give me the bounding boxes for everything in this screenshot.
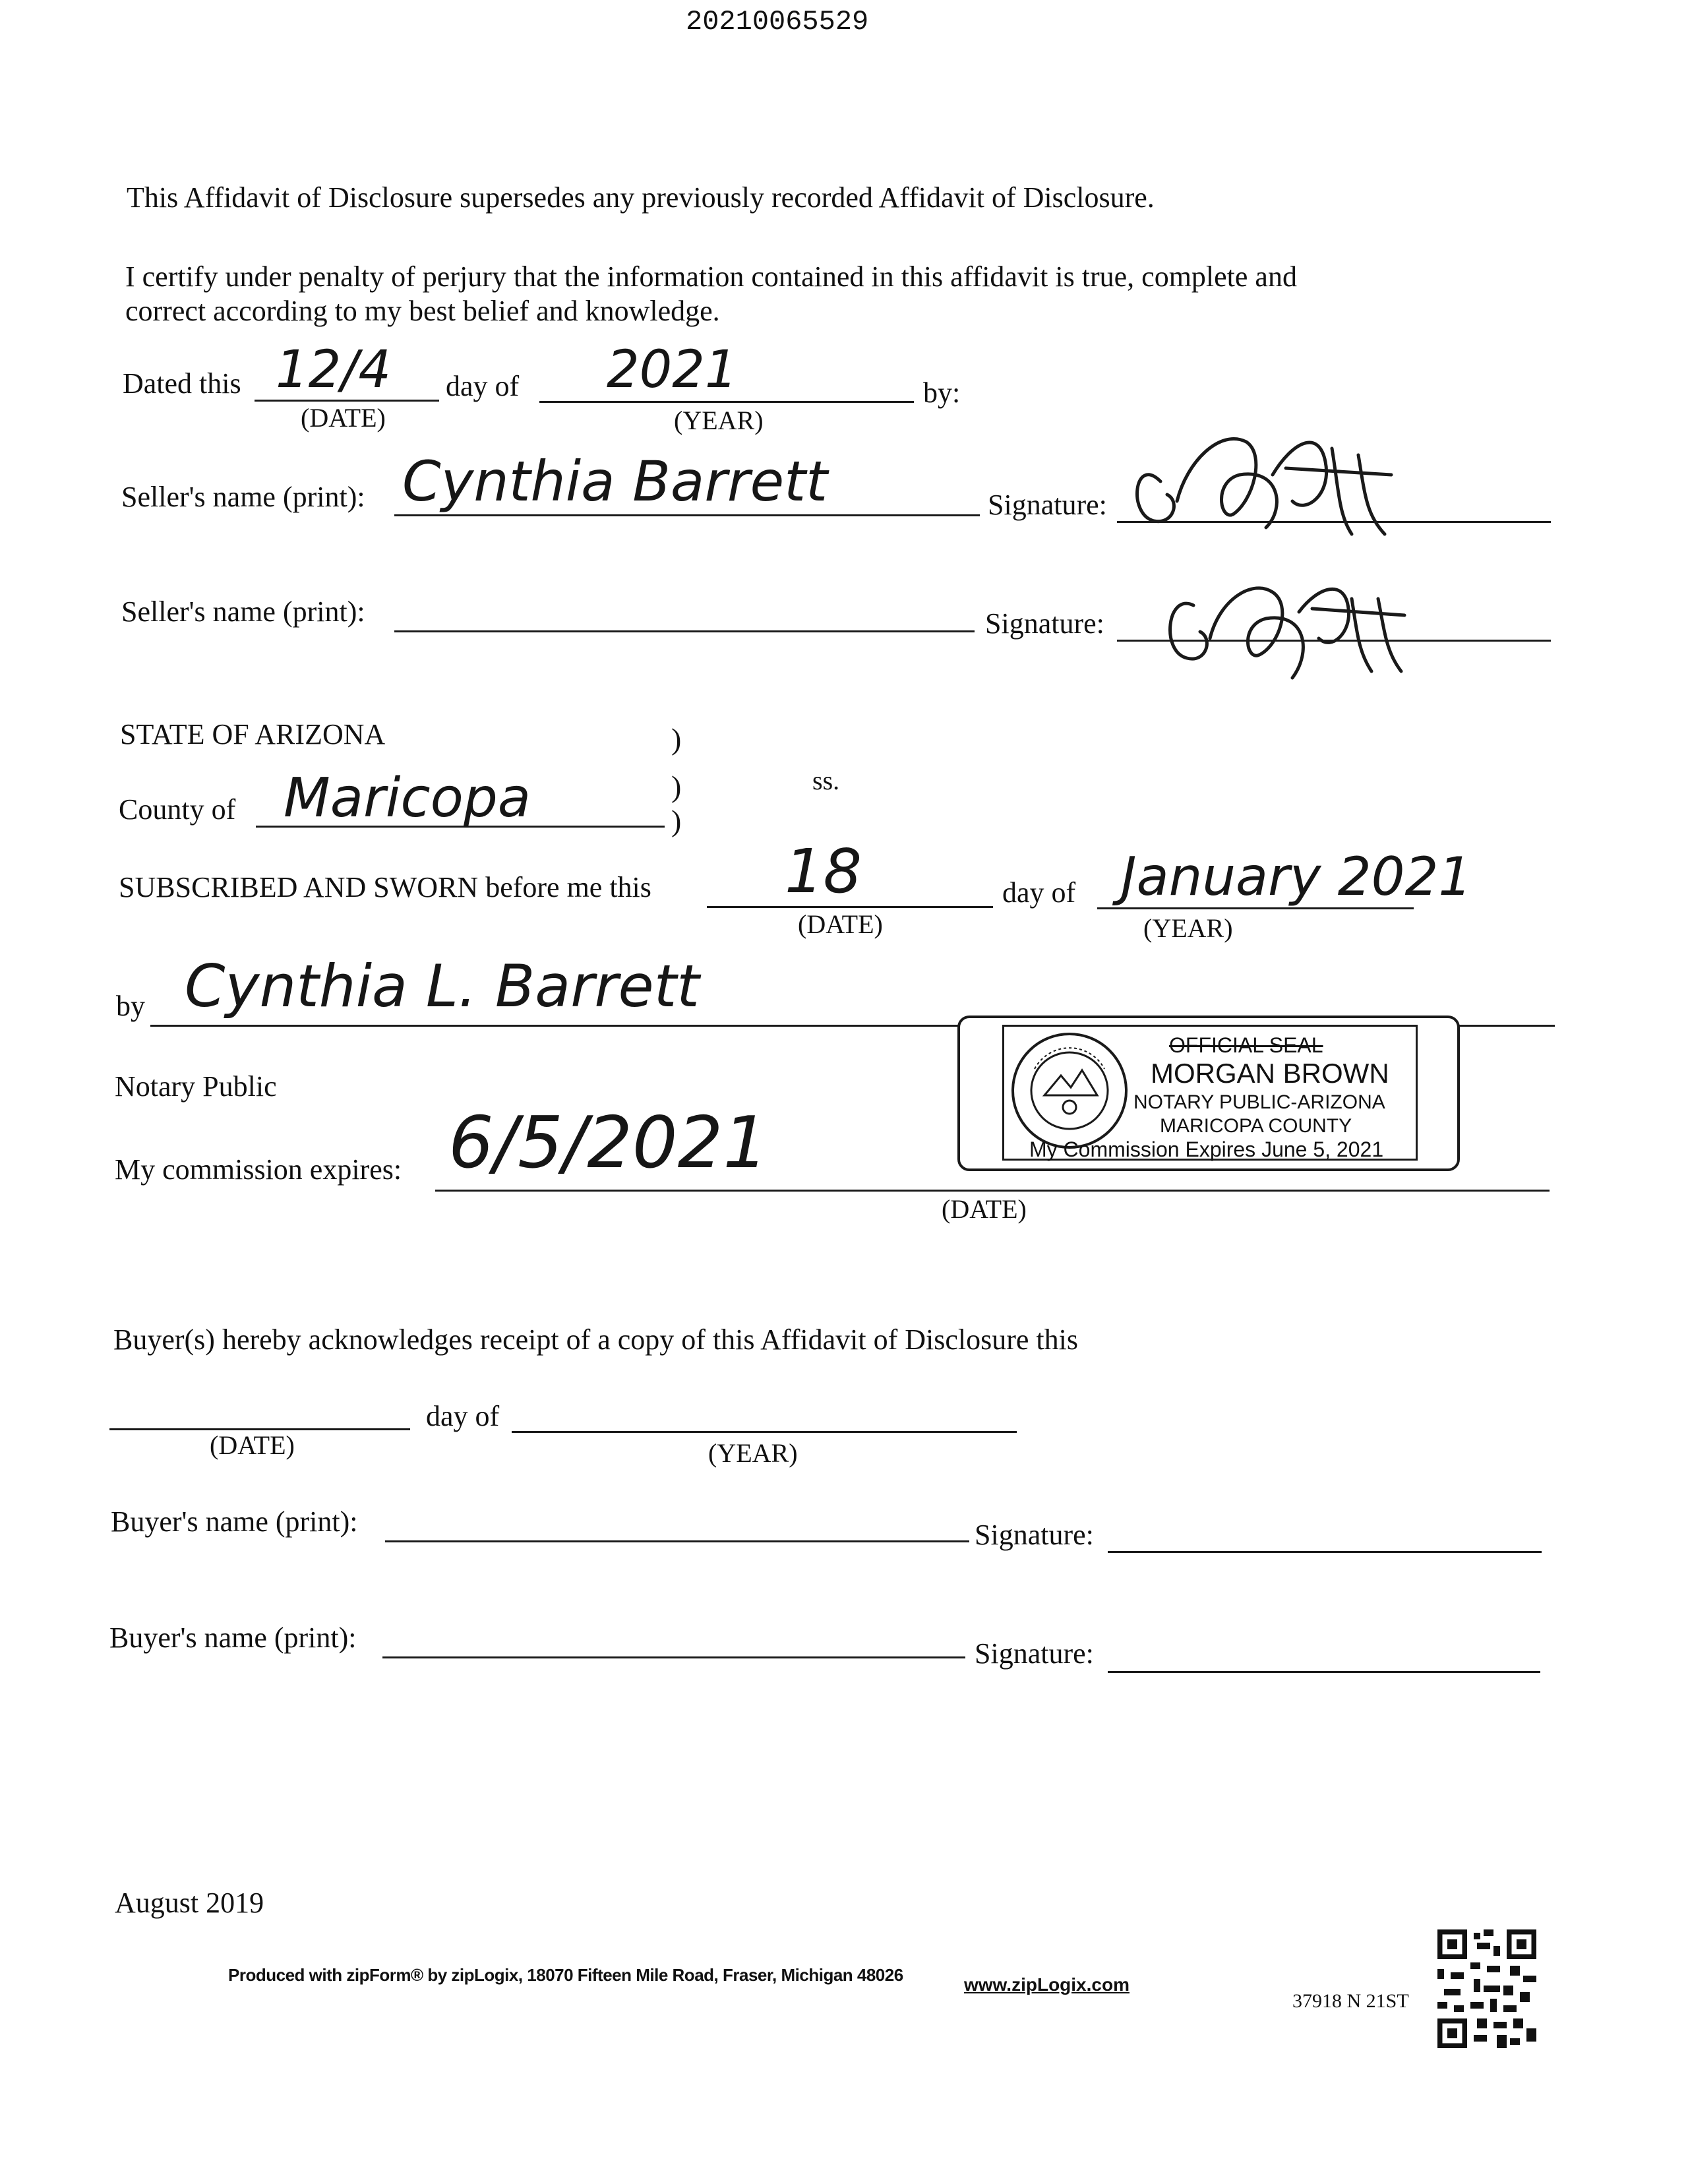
notary-by-value: Cynthia L. Barrett: [185, 952, 700, 1020]
subscribed-date-caption: (DATE): [798, 909, 883, 939]
seller2-signature-label: Signature:: [985, 607, 1104, 640]
subscribed-year-caption: (YEAR): [1143, 913, 1233, 943]
dated-year-value: 2021: [607, 340, 738, 400]
commission-value: 6/5/2021: [448, 1102, 769, 1184]
notary-by-label: by: [116, 990, 145, 1022]
dated-date-line: [255, 400, 439, 402]
county-label: County of: [119, 793, 236, 826]
notary-seal-inner: [1002, 1025, 1418, 1161]
seal-line2: MORGAN BROWN: [1151, 1058, 1389, 1089]
commission-label: My commission expires:: [115, 1153, 402, 1186]
seller1-signature-label: Signature:: [988, 489, 1107, 521]
buyer2-name-label: Buyer's name (print):: [109, 1622, 357, 1654]
seller1-name-line: [394, 514, 980, 516]
buyers-day-of-label: day of: [426, 1400, 500, 1432]
buyers-year-caption: (YEAR): [708, 1438, 798, 1468]
buyer1-signature-label: Signature:: [975, 1519, 1094, 1551]
footer-url: www.zipLogix.com: [964, 1974, 1130, 1995]
buyers-acknowledge: Buyer(s) hereby acknowledges receipt of a copy of this Affidavit of Disclosure this: [113, 1323, 1078, 1356]
dated-year-line: [539, 401, 914, 403]
seller2-signature: [1147, 546, 1411, 698]
commission-line: [435, 1190, 1550, 1192]
seller1-name-label: Seller's name (print):: [121, 481, 365, 513]
buyer2-signature-label: Signature:: [975, 1637, 1094, 1670]
ss-label: ss.: [812, 766, 840, 795]
certify-statement-line2: correct according to my best belief and knowledge.: [125, 295, 720, 327]
seal-line3: NOTARY PUBLIC-ARIZONA: [1133, 1091, 1385, 1113]
notary-public-label: Notary Public: [115, 1070, 277, 1103]
certify-statement-line1: I certify under penalty of perjury that the information contained in this affidavit is true, complete and: [125, 260, 1297, 293]
document-number: 20210065529: [686, 6, 869, 38]
dated-date-value: 12/4: [276, 340, 392, 400]
state-paren-3: ): [671, 804, 682, 837]
footer-property: 37918 N 21ST: [1292, 1990, 1409, 2012]
subscribed-date-value: 18: [785, 836, 862, 907]
commission-date-caption: (DATE): [942, 1194, 1027, 1224]
dated-by-label: by:: [923, 377, 961, 409]
arizona-great-seal: [1008, 1029, 1131, 1152]
seal-line4: MARICOPA COUNTY: [1160, 1115, 1352, 1137]
seal-line1: OFFICIAL SEAL: [1169, 1033, 1323, 1057]
buyer1-signature-line: [1108, 1551, 1542, 1553]
buyer2-signature-line: [1108, 1671, 1540, 1673]
dated-day-of-label: day of: [446, 370, 520, 402]
dated-year-caption: (YEAR): [674, 406, 764, 435]
footer-produced: Produced with zipForm® by zipLogix, 18070 Fifteen Mile Road, Fraser, Michigan 48026: [228, 1965, 903, 1985]
buyers-year-line: [512, 1431, 1017, 1433]
buyer2-name-line: [382, 1656, 965, 1658]
dated-this-label: Dated this: [123, 367, 241, 400]
dated-date-caption: (DATE): [301, 403, 386, 433]
state-paren-1: ): [671, 722, 682, 756]
supersedes-statement: This Affidavit of Disclosure supersedes any previously recorded Affidavit of Disclosure.: [127, 181, 1155, 214]
footer-date: August 2019: [115, 1887, 264, 1919]
notary-seal: [957, 1016, 1460, 1171]
seller2-name-line: [394, 630, 975, 632]
subscribed-year-line: [1097, 907, 1414, 909]
state-paren-2: ): [671, 770, 682, 803]
subscribed-day-of-label: day of: [1002, 876, 1076, 909]
buyers-date-caption: (DATE): [210, 1430, 295, 1460]
subscribed-year-value: January 2021: [1121, 846, 1472, 907]
county-value: Maricopa: [284, 767, 531, 830]
buyer1-name-label: Buyer's name (print):: [111, 1505, 358, 1538]
subscribed-label: SUBSCRIBED AND SWORN before me this: [119, 871, 651, 903]
state-label: STATE OF ARIZONA: [120, 718, 386, 750]
seller1-name-value: Cynthia Barrett: [402, 449, 828, 514]
qr-code-icon: [1437, 1929, 1536, 2048]
buyer1-name-line: [385, 1540, 969, 1542]
seal-line5: My Commission Expires June 5, 2021: [1029, 1138, 1384, 1161]
seller1-signature: [1121, 402, 1411, 554]
seller2-name-label: Seller's name (print):: [121, 595, 365, 628]
